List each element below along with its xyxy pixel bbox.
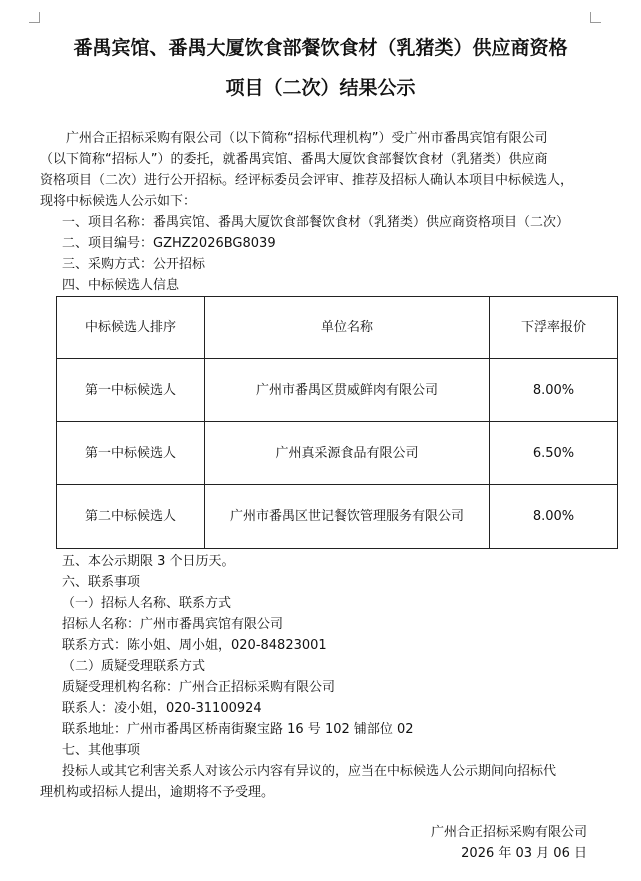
cell-rank: 第一中标候选人: [57, 359, 205, 422]
header-rank: 中标候选人排序: [57, 297, 205, 359]
cell-unit: 广州市番禺区世记餐饮管理服务有限公司: [205, 485, 490, 549]
other-heading: 七、其他事项: [62, 743, 141, 758]
intro-line: 广州合正招标采购有限公司（以下简称“招标代理机构”）受广州市番禺宾馆有限公司: [66, 131, 548, 146]
footer-company: 广州合正招标采购有限公司: [430, 825, 587, 840]
intro-line: 资格项目（二次）进行公开招标。经评标委员会评审、推荐及招标人确认本项目中标候选人，: [40, 173, 574, 188]
cell-rate: 8.00%: [490, 485, 618, 549]
intro-line: 现将中标候选人公示如下：: [40, 194, 197, 209]
query-address: 联系地址：广州市番禺区桥南街聚宝路 16 号 102 铺部位 02: [62, 722, 414, 737]
footer-date: 2026 年 03 月 06 日: [461, 846, 587, 861]
cell-rank: 第一中标候选人: [57, 422, 205, 485]
cell-rank: 第二中标候选人: [57, 485, 205, 549]
tenderer-name: 招标人名称：广州市番禺宾馆有限公司: [62, 617, 284, 632]
publicity-period: 五、本公示期限 3 个日历天。: [62, 554, 235, 569]
header-rate: 下浮率报价: [490, 297, 618, 359]
table-row: [57, 359, 618, 422]
tenderer-contact: 联系方式：陈小姐、周小姐，020-84823001: [62, 638, 327, 653]
table-row: [57, 422, 618, 485]
query-organization: 质疑受理机构名称：广州合正招标采购有限公司: [62, 680, 336, 695]
project-name: 一、项目名称：番禺宾馆、番禺大厦饮食部餐饮食材（乳猪类）供应商资格项目（二次）: [62, 215, 570, 230]
page-title-line-2: 项目（二次）结果公示: [225, 77, 416, 99]
procurement-method: 三、采购方式：公开招标: [62, 257, 206, 272]
intro-line: （以下简称“招标人”）的委托，就番禺宾馆、番禺大厦饮食部餐饮食材（乳猪类）供应商: [40, 152, 548, 167]
corner-mark-top-left: [29, 12, 40, 23]
other-text-line: 理机构或招标人提出，逾期将不予受理。: [40, 785, 275, 800]
header-unit: 单位名称: [205, 297, 490, 359]
cell-unit: 广州市番禺区贯威鲜肉有限公司: [205, 359, 490, 422]
page-title-line-1: 番禺宾馆、番禺大厦饮食部餐饮食材（乳猪类）供应商资格: [73, 37, 568, 59]
corner-mark-top-right: [590, 12, 601, 23]
project-number: 二、项目编号：GZHZ2026BG8039: [62, 236, 276, 251]
other-text-line: 投标人或其它利害关系人对该公示内容有异议的，应当在中标候选人公示期间向招标代: [62, 764, 557, 779]
cell-rate: 6.50%: [490, 422, 618, 485]
table-row: [57, 485, 618, 549]
query-heading: （二）质疑受理联系方式: [62, 659, 206, 674]
table-header-row: [57, 297, 618, 359]
contact-heading: 六、联系事项: [62, 575, 141, 590]
candidates-table: [56, 296, 618, 549]
cell-rate: 8.00%: [490, 359, 618, 422]
candidates-heading: 四、中标候选人信息: [62, 278, 180, 293]
cell-unit: 广州真采源食品有限公司: [205, 422, 490, 485]
tenderer-heading: （一）招标人名称、联系方式: [62, 596, 232, 611]
intro-paragraph: [40, 128, 588, 212]
query-contact-person: 联系人：凌小姐，020-31100924: [62, 701, 262, 716]
